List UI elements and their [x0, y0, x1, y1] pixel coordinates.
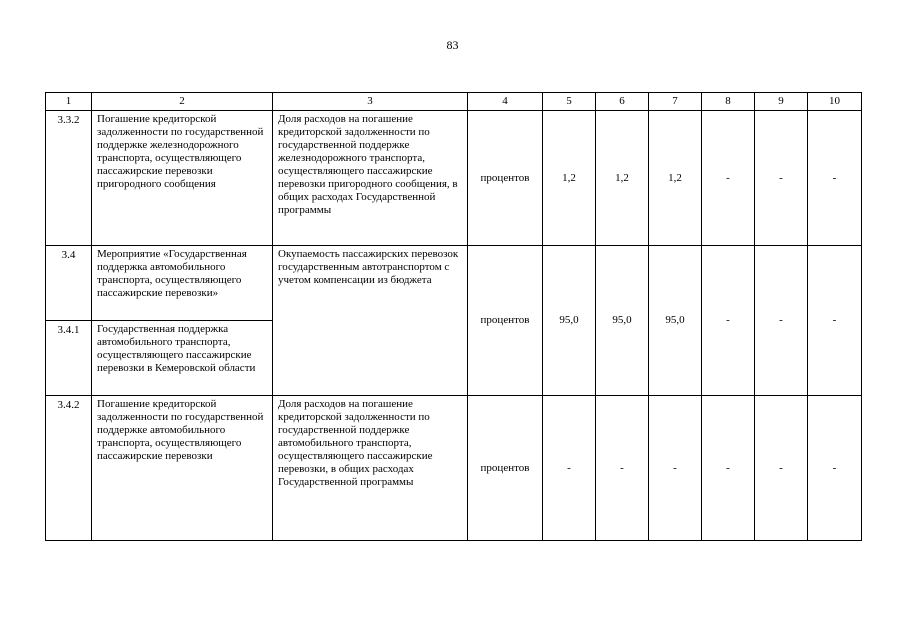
row-value: - — [808, 396, 862, 541]
table-row — [46, 246, 862, 321]
header-cell: 3 — [273, 93, 468, 111]
row-indicator: Доля расходов на погашение кредиторской задолженности по государственной поддержке автомобильного транспорта, осуществляющего пассажирские перевозки, в общих расходах Государственной программы — [273, 396, 468, 541]
row-value: 1,2 — [543, 111, 596, 246]
indicators-table — [45, 92, 862, 541]
row-value: - — [649, 396, 702, 541]
header-cell: 7 — [649, 93, 702, 111]
row-value: - — [702, 246, 755, 396]
row-code: 3.3.2 — [46, 111, 92, 246]
row-name: Погашение кредиторской задолженности по государственной поддержке железнодорожного транспорта, осуществляющего пассажирские перевозки пригородного сообщения — [92, 111, 273, 246]
row-value: - — [596, 396, 649, 541]
row-value: - — [543, 396, 596, 541]
table-row — [46, 396, 862, 541]
header-cell: 10 — [808, 93, 862, 111]
row-value: 1,2 — [649, 111, 702, 246]
header-cell: 9 — [755, 93, 808, 111]
page-number: 83 — [446, 38, 459, 52]
row-value: 95,0 — [649, 246, 702, 396]
row-unit: процентов — [468, 396, 543, 541]
header-row — [46, 93, 862, 111]
header-cell: 8 — [702, 93, 755, 111]
header-cell: 4 — [468, 93, 543, 111]
row-code: 3.4.1 — [46, 321, 92, 396]
row-value: - — [755, 396, 808, 541]
row-value: - — [808, 246, 862, 396]
header-cell: 1 — [46, 93, 92, 111]
header-cell: 6 — [596, 93, 649, 111]
header-cell: 2 — [92, 93, 273, 111]
row-value: 1,2 — [596, 111, 649, 246]
header-cell: 5 — [543, 93, 596, 111]
row-code: 3.4.2 — [46, 396, 92, 541]
row-indicator: Доля расходов на погашение кредиторской задолженности по государственной поддержке железнодорожного транспорта, осуществляющего пассажирские перевозки пригородного сообщения, в общих расходах Государственной программы — [273, 111, 468, 246]
row-unit: процентов — [468, 246, 543, 396]
row-value: 95,0 — [543, 246, 596, 396]
row-value: 95,0 — [596, 246, 649, 396]
row-unit: процентов — [468, 111, 543, 246]
row-name: Мероприятие «Государственная поддержка автомобильного транспорта, осуществляющего пассажирские перевозки» — [92, 246, 273, 321]
row-value: - — [755, 111, 808, 246]
row-name: Погашение кредиторской задолженности по государственной поддержке автомобильного транспорта, осуществляющего пассажирские перевозки — [92, 396, 273, 541]
row-value: - — [755, 246, 808, 396]
row-value: - — [702, 396, 755, 541]
row-value: - — [808, 111, 862, 246]
table-row — [46, 111, 862, 246]
row-value: - — [702, 111, 755, 246]
row-code: 3.4 — [46, 246, 92, 321]
row-name: Государственная поддержка автомобильного транспорта, осуществляющего пассажирские перевозки в Кемеровской области — [92, 321, 273, 396]
row-indicator: Окупаемость пассажирских перевозок государственным автотранспортом с учетом компенсации из бюджета — [273, 246, 468, 396]
